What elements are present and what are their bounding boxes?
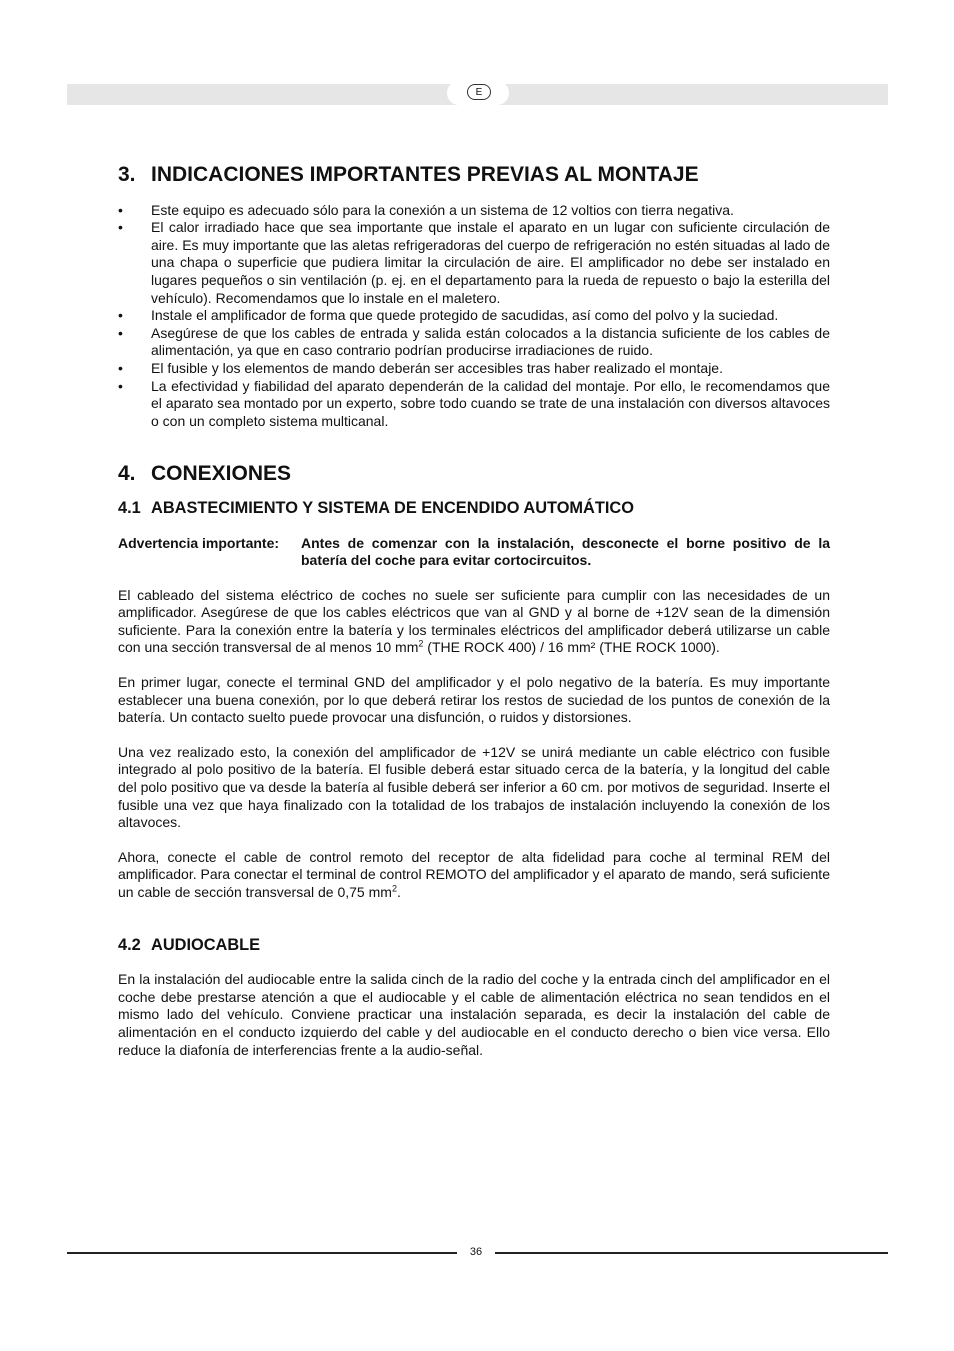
list-item: • Este equipo es adecuado sólo para la conexión a un sistema de 12 voltios con tierra negativa.: [118, 201, 734, 218]
section-4-2-number: 4.2: [118, 935, 141, 954]
section-4-1-title: ABASTECIMIENTO Y SISTEMA DE ENCENDIDO AUTOMÁTICO: [151, 498, 634, 517]
important-warning: [118, 535, 830, 570]
list-item: • El fusible y los elementos de mando deberán ser accesibles tras haber realizado el montaje.: [118, 359, 723, 376]
paragraph-remote: Ahora, conecte el cable de control remoto del receptor de alta fidelidad para coche al terminal REM del amplificador. Para conectar el terminal de control REMOTO del amplificador y el aparato de mando, será suficiente un cable de sección transversal de 0,75 $mm^2$.: [118, 848, 830, 900]
language-badge: E: [467, 84, 491, 100]
footer-rule-left: [67, 1252, 457, 1254]
list-item: • El calor irradiado hace que sea importante que instale el aparato en un lugar con suficiente circulación de aire. Es muy importante que las aletas refrigeradoras del cuerpo de refrigeración no estén situadas al lado de una chapa o superficie que pudiera limitar la circulación de aire. El amplificador no debe ser instalado en lugares pequeños o sin ventilación (p. ej. en el departamento para la rueda de repuesto o bajo la esterilla del vehículo). Recomendamos que lo instale en el maletero.: [118, 219, 830, 306]
section-4-1-heading: [118, 500, 830, 518]
paragraph-gnd-connection: En primer lugar, conecte el terminal GND del amplificador y el polo negativo de la batería. Es muy importante establecer una buena conexión, por lo que deberá retirar los restos de suciedad de los puntos de conexión de la batería. Un contacto suelto puede provocar una disfunción, o ruidos y distorsiones.: [118, 674, 830, 726]
list-item: • Asegúrese de que los cables de entrada y salida están colocados a la distancia suficiente de los cables de alimentación, ya que en caso contrario podrían producirse irradiaciones de ruido.: [118, 324, 830, 359]
page-content: [118, 163, 830, 1059]
section-3-title: INDICACIONES IMPORTANTES PREVIAS AL MONTAJE: [151, 163, 699, 186]
paragraph-cable-section: El cableado del sistema eléctrico de coches no suele ser suficiente para cumplir con las necesidades de un amplificador. Asegúrese de que los cables eléctricos que van al GND y al borne de +12V sean de la dimensión suficiente. Para la conexión entre la batería y los terminales eléctricos del amplificador deberá utilizarse un cable con una sección transversal de al menos 10 $mm^2$ (THE ROCK 400) / 16 mm² (THE ROCK 1000).: [118, 586, 830, 656]
paragraph-audiocable: En la instalación del audiocable entre la salida cinch de la radio del coche y la entrada cinch del amplificador en el coche debe prestarse atención a que el audiocable y el cable de alimentación eléctrica no sean tendidos en el mismo lado del vehículo. Conviene practicar una instalación separada, es decir la instalación del cable de alimentación en el conducto izquierdo del cable y del audiocable en el conducto derecho o bien vice versa. Ello reduce la diafonía de interferencias frente a la audio-señal.: [118, 971, 830, 1058]
bullet-icon: •: [118, 307, 123, 324]
section-4-heading: [118, 462, 830, 486]
list-item: • Instale el amplificador de forma que quede protegido de sacudidas, así como del polvo y la suciedad.: [118, 307, 779, 324]
section-4-2-heading: [118, 937, 830, 955]
section-4-number: 4.: [118, 462, 136, 486]
section-4-1-number: 4.1: [118, 498, 141, 517]
section-3-number: 3.: [118, 163, 136, 186]
superscript: 2: [418, 638, 424, 649]
section-3-bullet-list: [118, 202, 830, 431]
section-4-title: CONEXIONES: [151, 462, 292, 486]
bullet-icon: •: [118, 324, 123, 341]
superscript: 2: [391, 883, 397, 894]
warning-label: Advertencia importante:: [118, 534, 280, 551]
bullet-icon: •: [118, 377, 123, 394]
section-3-heading: [118, 163, 830, 186]
paragraph-fuse: Una vez realizado esto, la conexión del amplificador de +12V se unirá mediante un cable eléctrico con fusible integrado al polo positivo de la batería. El fusible deberá estar situado cerca de la batería, y la longitud del cable del polo positivo que va desde la batería al fusible deberá ser inferior a 60 cm. por motivos de seguridad. Inserte el fusible una vez que haya finalizado con la totalidad de los trabajos de instalación incluyendo la conexión de los altavoces.: [118, 743, 830, 831]
page-number: 36: [469, 1246, 483, 1258]
warning-text: Antes de comenzar con la instalación, desconecte el borne positivo de la batería del coche para evitar cortocircuitos.: [301, 534, 830, 569]
section-4-2-title: AUDIOCABLE: [151, 935, 261, 954]
bullet-icon: •: [118, 359, 123, 376]
bullet-icon: •: [118, 219, 123, 236]
footer-rule-right: [495, 1252, 888, 1254]
list-item: • La efectividad y fiabilidad del aparato dependerán de la calidad del montaje. Por ello, le recomendamos que el aparato sea montado por un experto, sobre todo cuando se trate de una instalación con diversos altavoces o con un completo sistema multicanal.: [118, 377, 830, 429]
bullet-icon: •: [118, 201, 123, 218]
